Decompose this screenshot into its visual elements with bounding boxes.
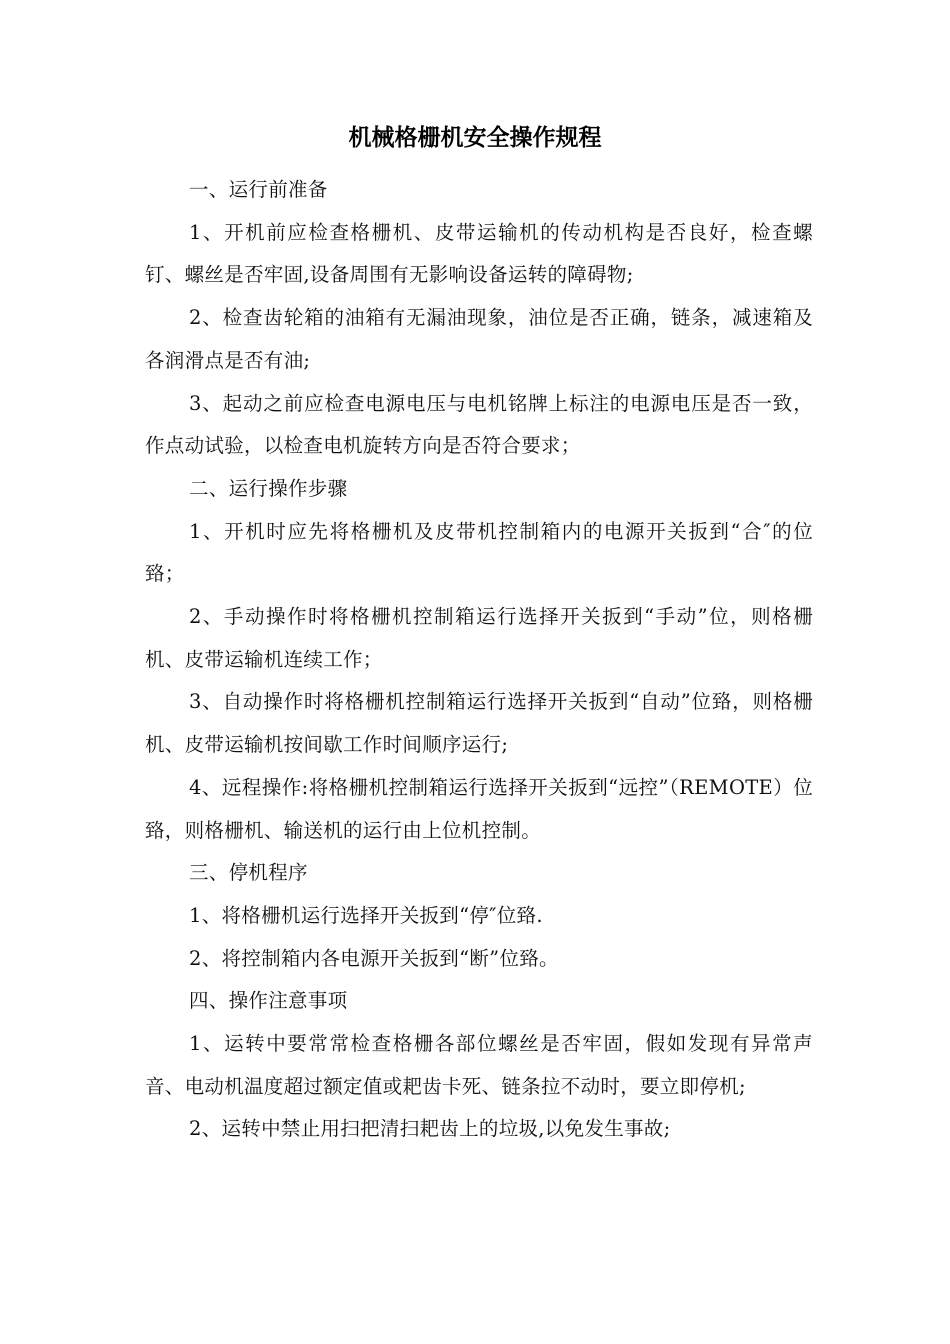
paragraph: 2、手动操作时将格栅机控制箱运行选择开关扳到“手动”位，则格栅机、皮带运输机连续工作； [145, 605, 813, 671]
paragraph: 3、自动操作时将格栅机控制箱运行选择开关扳到“自动”位臵，则格栅机、皮带运输机按间歇工作时间顺序运行; [145, 690, 813, 757]
paragraph: 2、将控制箱内各电源开关扳到“断”位臵。 [189, 946, 559, 970]
paragraph: 4、远程操作:将格栅机控制箱运行选择开关扳到“远控”（REMOTE）位臵，则格栅机、输送机的运行由上位机控制。 [145, 775, 813, 842]
paragraph: 2、检查齿轮箱的油箱有无漏油现象，油位是否正确，链条，减速箱及各润滑点是否有油; [145, 306, 813, 372]
page-title: 机械格栅机安全操作规程 [348, 125, 602, 151]
document-body [145, 169, 813, 1151]
paragraph: 1、开机前应检查格栅机、皮带运输机的传动机构是否良好，检查螺钉、螺丝是否牢固,设备周围有无影响设备运转的障碍物; [145, 220, 813, 287]
section-heading-precautions: 四、操作注意事项 [189, 989, 348, 1013]
paragraph: 1、运转中要常常检查格栅各部位螺丝是否牢固，假如发现有异常声音、电动机温度超过额定值或耙齿卡死、链条拉不动时，要立即停机; [145, 1032, 813, 1098]
paragraph: 3、起动之前应检查电源电压与电机铭牌上标注的电源电压是否一致，作点动试验，以检查电机旋转方向是否符合要求； [145, 391, 813, 458]
section-heading-shutdown: 三、停机程序 [189, 861, 308, 885]
section-heading-preparation: 一、运行前准备 [189, 178, 328, 201]
paragraph: 1、将格栅机运行选择开关扳到“停″位臵. [189, 903, 543, 927]
paragraph: 2、运转中禁止用扫把清扫耙齿上的垃圾,以免发生事故; [189, 1117, 671, 1141]
paragraph: 1、开机时应先将格栅机及皮带机控制箱内的电源开关扳到“合″的位臵； [145, 519, 813, 586]
section-heading-operation: 二、运行操作步骤 [189, 476, 348, 500]
